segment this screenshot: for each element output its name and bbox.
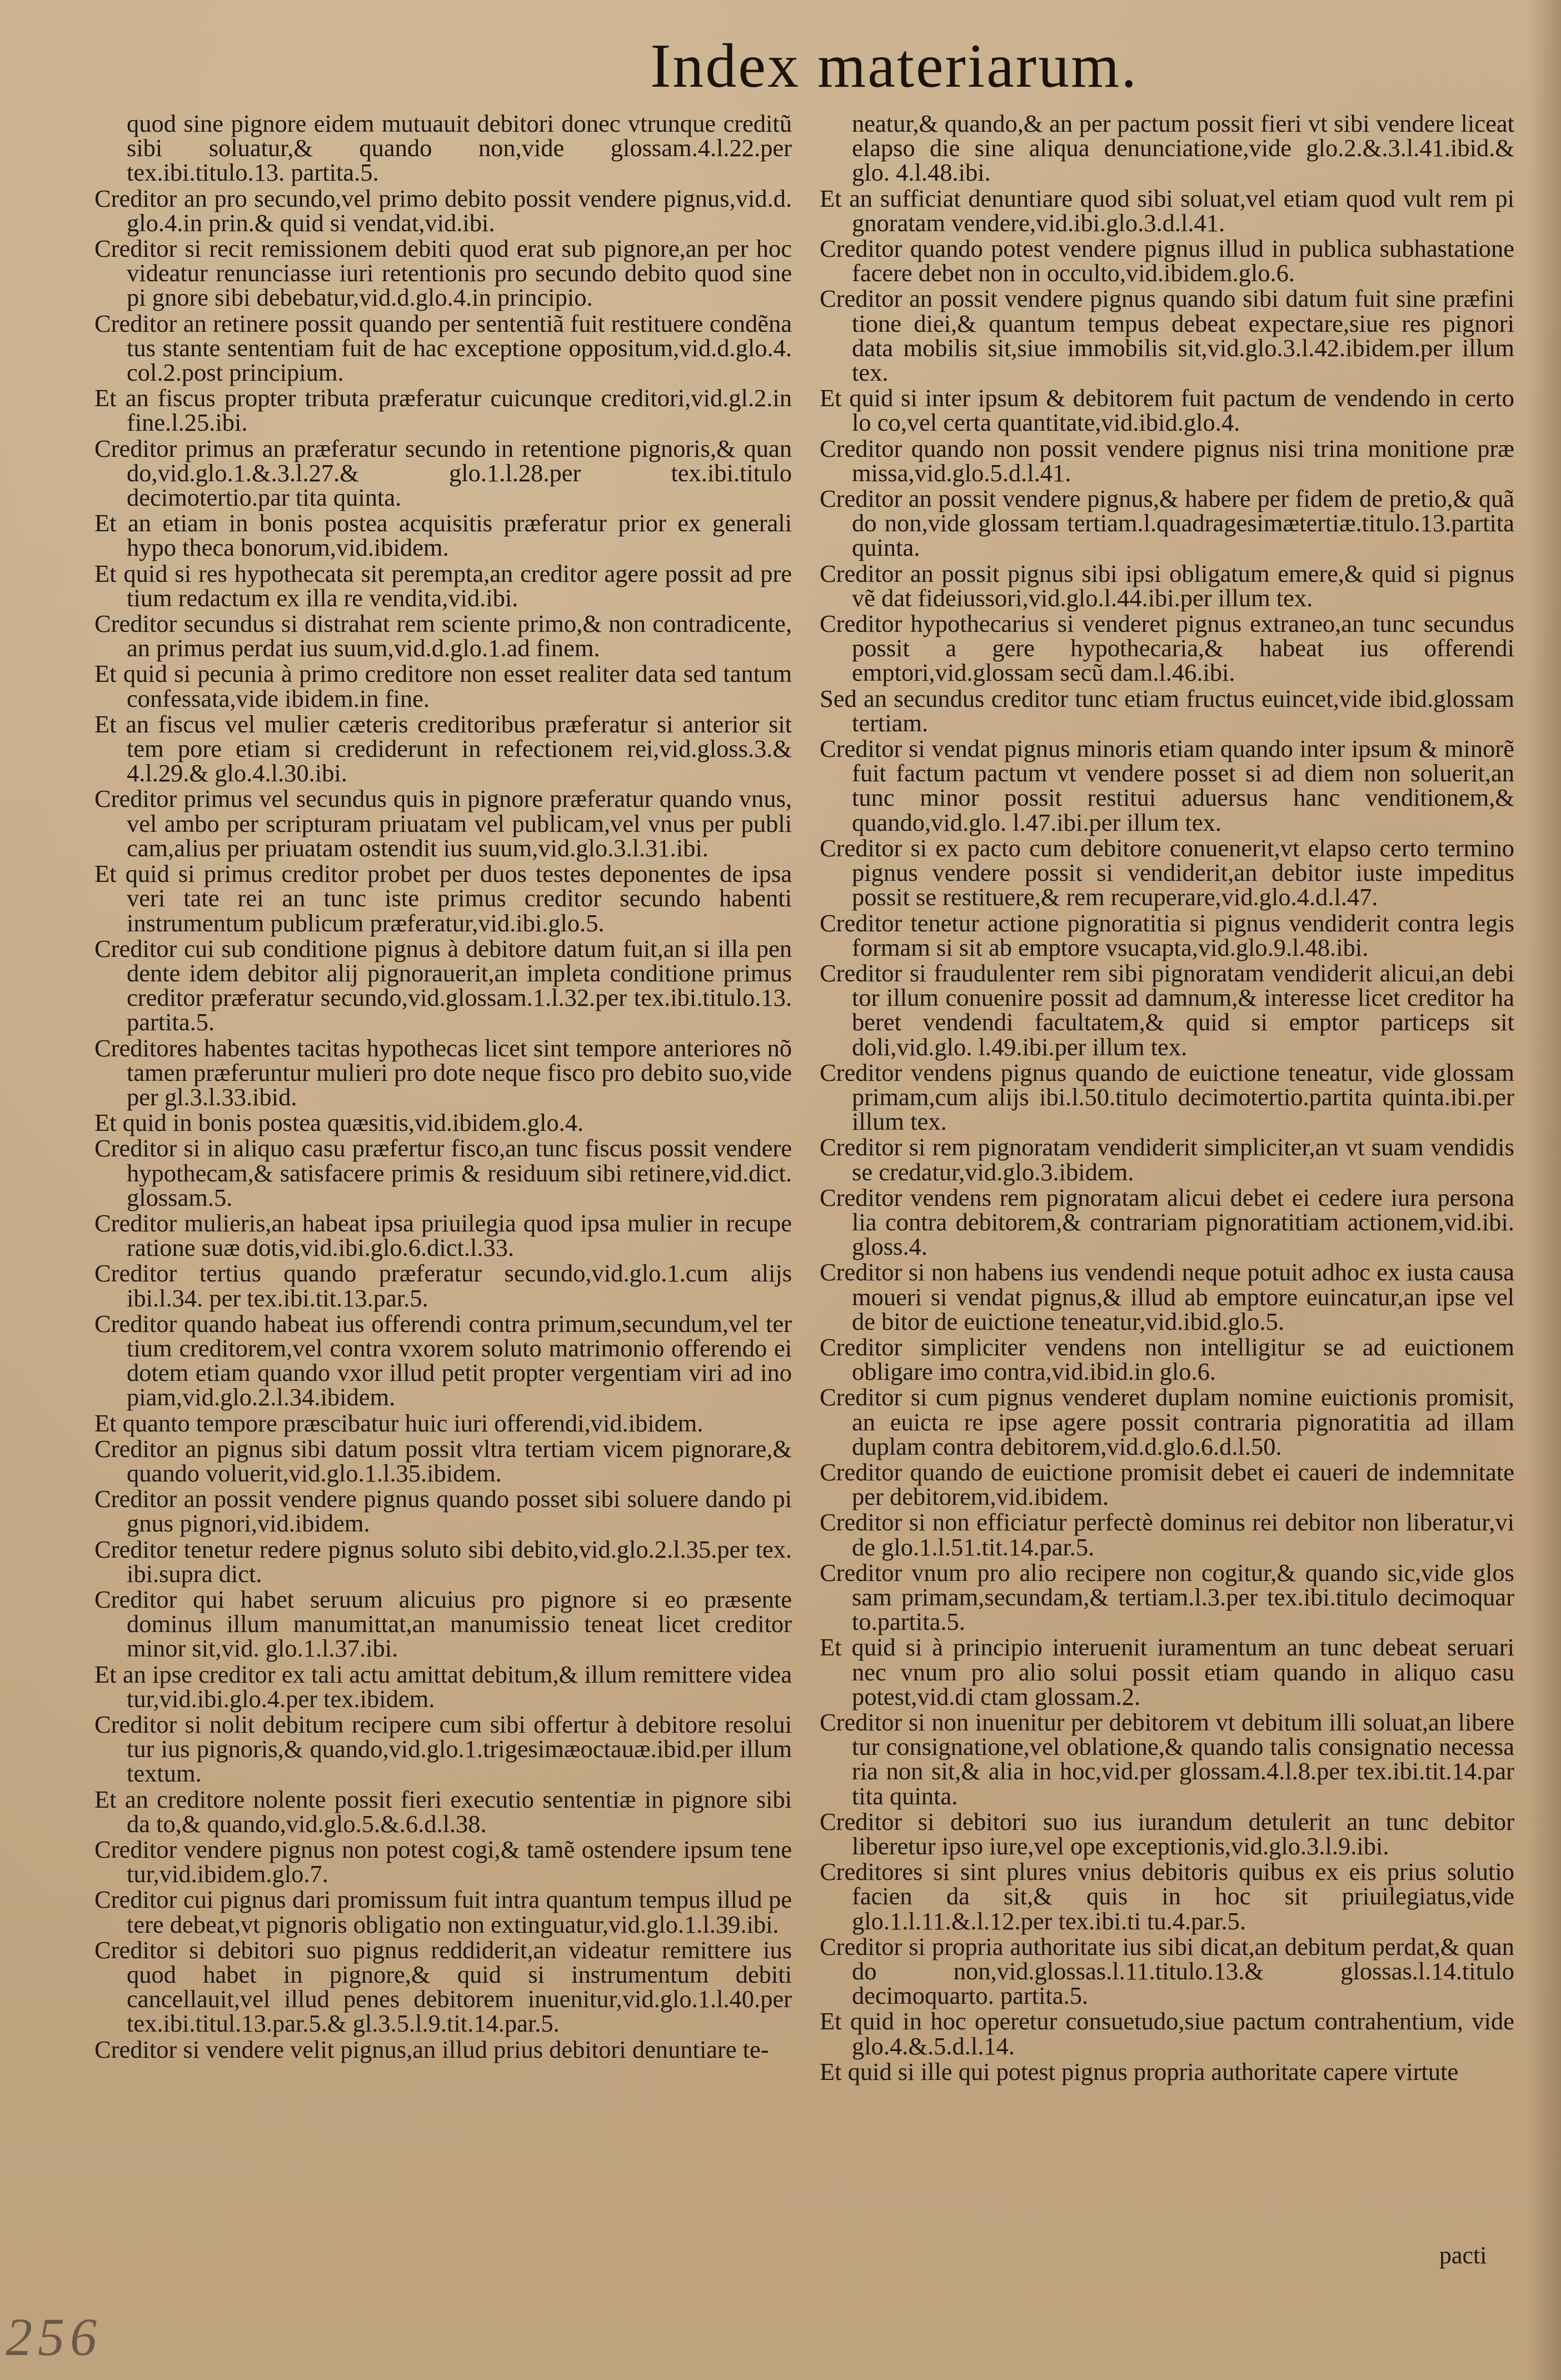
index-entry: Creditor an possit vendere pignus quando posset sibi soluere dando pi gnus pignori,vid.ibidem. bbox=[94, 1485, 792, 1538]
page-edge-shadow bbox=[1528, 0, 1561, 2380]
index-entry: Et an creditore nolente possit fieri executio sententiæ in pignore sibi da to,& quando,vid.glo.5.&.6.d.l.38. bbox=[94, 1785, 792, 1838]
index-entry: Creditor si ex pacto cum debitore conuenerit,vt elapso certo termino pignus vendere possit si vendiderit,an debitor iuste impeditus possit se restituere,& rem recuperare,vid.glo.4.d.l.47. bbox=[820, 834, 1514, 911]
index-entry: Creditor si non inuenitur per debitorem vt debitum illi soluat,an libere tur consignatione,vel oblatione,& quando talis consignatio necessa ria non sit,& alia in hoc,vid.per glossam.4.l.8.per tex.ibi.tit.14.par tita quinta. bbox=[820, 1708, 1514, 1810]
index-entry: Creditor quando potest vendere pignus illud in publica subhastatione facere debet non in occulto,vid.ibidem.glo.6. bbox=[820, 234, 1514, 287]
index-entry: Creditor si recit remissionem debiti quod erat sub pignore,an per hoc videatur renunciasse iuri retentionis pro secundo debito quod sine pi gnore sibi debebatur,vid.d.glo.4.in principio. bbox=[94, 234, 792, 312]
index-entry: Creditor tenetur actione pignoratitia si pignus vendiderit contra legis formam si sit ab emptore vsucapta,vid.glo.9.l.48.ibi. bbox=[820, 909, 1514, 961]
index-entry: Creditor tertius quando præferatur secundo,vid.glo.1.cum alijs ibi.l.34. per tex.ibi.tit.13.par.5. bbox=[94, 1259, 792, 1312]
index-entry: Et an fiscus propter tributa præferatur cuicunque creditori,vid.gl.2.in fine.l.25.ibi. bbox=[94, 384, 792, 437]
index-entry: Et quid in bonis postea quæsitis,vid.ibidem.glo.4. bbox=[94, 1109, 584, 1137]
index-entry: Creditor vnum pro alio recipere non cogitur,& quando sic,vide glos sam primam,secundam,& tertiam.l.3.per tex.ibi.titulo decimoquar to.partita.5. bbox=[820, 1558, 1514, 1636]
index-entry: Et quanto tempore præscibatur huic iuri offerendi,vid.ibidem. bbox=[94, 1409, 704, 1437]
index-entry: Creditor si vendere velit pignus,an illud prius debitori denuntiare te- bbox=[94, 2035, 769, 2063]
index-entry: Creditor primus vel secundus quis in pignore præferatur quando vnus, vel ambo per scripturam priuatam vel publicam,vel vnus per publi cam,alius per priuatam ostendit ius suum,vid.glo.3.l.31.ibi. bbox=[94, 785, 792, 862]
index-entry: Creditor si fraudulenter rem sibi pignoratam vendiderit alicui,an debi tor illum conuenire possit ad damnum,& interesse licet creditor ha beret vendendi facultatem,& quid si emptor particeps sit doli,vid.glo. l.49.ibi.per illum tex. bbox=[820, 959, 1514, 1061]
index-entry: Creditor secundus si distrahat rem sciente primo,& non contradicente, an primus perdat ius suum,vid.d.glo.1.ad finem. bbox=[94, 610, 792, 662]
index-entry: quod sine pignore eidem mutuauit debitori donec vtrunque creditũ sibi soluatur,& quando non,vide glossam.4.l.22.per tex.ibi.titulo.13. partita.5. bbox=[127, 109, 792, 187]
index-entry: Creditor si vendat pignus minoris etiam quando inter ipsum & minorẽ fuit factum pactum vt vendere posset si ad diem non soluerit,an tunc minor possit restitui aduersus hanc venditionem,& quando,vid.glo. l.47.ibi.per illum tex. bbox=[820, 735, 1514, 836]
index-entry: Creditor an possit pignus sibi ipsi obligatum emere,& quid si pignus vẽ dat fideiussori,vid.glo.l.44.ibi.per illum tex. bbox=[820, 559, 1514, 612]
index-entry: Creditor an pro secundo,vel primo debito possit vendere pignus,vid.d. glo.4.in prin.& quid si vendat,vid.ibi. bbox=[94, 184, 792, 237]
index-entry: Et quid si ille qui potest pignus propria authoritate capere virtute bbox=[820, 2057, 1459, 2085]
page-title: Index materiarum. bbox=[650, 32, 1139, 101]
index-entry: Creditor cui sub conditione pignus à debitore datum fuit,an si illa pen dente idem debitor alij pignorauerit,an impleta conditione primus creditor præferatur secundo,vid.glossam.1.l.32.per tex.ibi.titulo.13. partita.5. bbox=[94, 934, 792, 1036]
index-entry: Creditor si non habens ius vendendi neque potuit adhoc ex iusta causa moueri si vendat pignus,& illud ab emptore euincatur,an ipse vel de bitor de euictione teneatur,vid.ibid.glo.5. bbox=[820, 1258, 1514, 1335]
index-entry: Creditor si debitori suo ius iurandum detulerit an tunc debitor liberetur ipso iure,vel ope exceptionis,vid.glo.3.l.9.ibi. bbox=[820, 1807, 1514, 1860]
index-entry: Creditor an pignus sibi datum possit vltra tertiam vicem pignorare,& quando voluerit,vid.glo.1.l.35.ibidem. bbox=[94, 1434, 792, 1487]
index-entry: Creditor vendere pignus non potest cogi,& tamẽ ostendere ipsum tene tur,vid.ibidem.glo.7. bbox=[94, 1835, 792, 1888]
index-entry: Sed an secundus creditor tunc etiam fructus euincet,vide ibid.glossam tertiam. bbox=[820, 684, 1514, 737]
index-entry: Creditor simpliciter vendens non intelligitur se ad euictionem obligare imo contra,vid.ibid.in glo.6. bbox=[820, 1333, 1514, 1386]
index-entry: neatur,& quando,& an per pactum possit fieri vt sibi vendere liceat elapso die sine aliqua denunciatione,vide glo.2.&.3.l.41.ibid.& glo. 4.l.48.ibi. bbox=[852, 109, 1514, 187]
index-entry: Et an fiscus vel mulier cæteris creditoribus præferatur si anterior sit tem pore etiam si crediderunt in refectionem rei,vid.gloss.3.& 4.l.29.& glo.4.l.30.ibi. bbox=[94, 710, 792, 787]
index-entry: Creditor quando non possit vendere pignus nisi trina monitione præ missa,vid.glo.5.d.l.41. bbox=[820, 434, 1514, 487]
index-entry: Creditor si rem pignoratam vendiderit simpliciter,an vt suam vendidis se credatur,vid.glo.3.ibidem. bbox=[820, 1133, 1514, 1186]
index-entry: Creditor quando de euictione promisit debet ei caueri de indemnitate per debitorem,vid.ibidem. bbox=[820, 1458, 1514, 1511]
index-entry: Creditor mulieris,an habeat ipsa priuilegia quod ipsa mulier in recupe ratione suæ dotis,vid.ibi.glo.6.dict.l.33. bbox=[94, 1209, 792, 1262]
index-entry: Et quid si primus creditor probet per duos testes deponentes de ipsa veri tate rei an tunc iste primus creditor secundo habenti instrumentum publicum præferatur,vid.ibi.glo.5. bbox=[94, 860, 792, 937]
index-entry: Creditor quando habeat ius offerendi contra primum,secundum,vel ter tium creditorem,vel contra vxorem soluto matrimonio offerendo ei dotem etiam quando vxor illud petit propter vergentiam viri ad ino piam,vid.glo.2.l.34.ibidem. bbox=[94, 1309, 792, 1411]
index-entry: Creditor qui habet seruum alicuius pro pignore si eo præsente dominus illum manumittat,an manumissio teneat licet creditor minor sit,vid. glo.1.l.37.ibi. bbox=[94, 1585, 792, 1663]
folio-number: 256 bbox=[6, 2307, 102, 2367]
left-column bbox=[94, 111, 792, 2063]
index-entry: Creditor vendens rem pignoratam alicui debet ei cedere iura persona lia contra debitorem,& contrariam pignoratitiam actionem,vid.ibi. gloss.4. bbox=[820, 1183, 1514, 1261]
index-entry: Creditor an retinere possit quando per sententiã fuit restituere condẽna tus stante sententiam fuit de hac exceptione oppositum,vid.d.glo.4. col.2.post principium. bbox=[94, 309, 792, 387]
index-entry: Et quid si pecunia à primo creditore non esset realiter data sed tantum confessata,vide ibidem.in fine. bbox=[94, 660, 792, 712]
index-entry: Creditor hypothecarius si venderet pignus extraneo,an tunc secundus possit a gere hypothecaria,& habeat ius offerendi emptori,vid.glossam secũ dam.l.46.ibi. bbox=[820, 610, 1514, 687]
index-entry: Creditor si debitori suo pignus reddiderit,an videatur remittere ius quod habet in pignore,& quid si instrumentum debiti cancellauit,vel illud penes debitorem inuenitur,vid.glo.1.l.40.per tex.ibi.titul.13.par.5.& gl.3.5.l.9.tit.14.par.5. bbox=[94, 1935, 792, 2038]
index-entry: Et quid si res hypothecata sit perempta,an creditor agere possit ad pre tium redactum ex illa re vendita,vid.ibi. bbox=[94, 559, 792, 612]
index-entry: Creditor si nolit debitum recipere cum sibi offertur à debitore resolui tur ius pignoris,& quando,vid.glo.1.trigesimæoctauæ.ibid.per illum textum. bbox=[94, 1710, 792, 1788]
index-entry: Creditores habentes tacitas hypothecas licet sint tempore anteriores nõ tamen præferuntur mulieri pro dote neque fisco pro debito suo,vide per gl.3.l.33.ibid. bbox=[94, 1034, 792, 1111]
index-entry: Creditor tenetur redere pignus soluto sibi debito,vid.glo.2.l.35.per tex. ibi.supra dict. bbox=[94, 1535, 792, 1588]
index-entry: Creditores si sint plures vnius debitoris quibus ex eis prius solutio facien da sit,& quis in hoc sit priuilegiatus,vide glo.1.l.11.&.l.12.per tex.ibi.ti tu.4.par.5. bbox=[820, 1858, 1514, 1935]
index-entry: Creditor si non efficiatur perfectè dominus rei debitor non liberatur,vi de glo.1.l.51.tit.14.par.5. bbox=[820, 1508, 1514, 1561]
index-entry: Et an ipse creditor ex tali actu amittat debitum,& illum remittere videa tur,vid.ibi.glo.4.per tex.ibidem. bbox=[94, 1660, 792, 1713]
index-entry: Et quid si inter ipsum & debitorem fuit pactum de vendendo in certo lo co,vel certa quantitate,vid.ibid.glo.4. bbox=[820, 384, 1514, 437]
catchword: pacti bbox=[1439, 2242, 1487, 2269]
index-entry: Creditor cui pignus dari promissum fuit intra quantum tempus illud pe tere debeat,vt pignoris obligatio non extinguatur,vid.glo.1.l.39.ibi. bbox=[94, 1885, 792, 1938]
index-entry: Et an etiam in bonis postea acquisitis præferatur prior ex generali hypo theca bonorum,vid.ibidem. bbox=[94, 509, 792, 562]
index-entry: Creditor si in aliquo casu præfertur fisco,an tunc fiscus possit vendere hypothecam,& satisfacere primis & residuum sibi retinere,vid.dict. glossam.5. bbox=[94, 1134, 792, 1211]
index-entry: Et an sufficiat denuntiare quod sibi soluat,vel etiam quod vult rem pi gnoratam vendere,vid.ibi.glo.3.d.l.41. bbox=[820, 184, 1514, 237]
index-entry: Creditor si cum pignus venderet duplam nomine euictionis promisit, an euicta re ipse agere possit contraria pignoratitia ad illam duplam contra debitorem,vid.d.glo.6.d.l.50. bbox=[820, 1383, 1514, 1460]
index-entry: Creditor primus an præferatur secundo in retentione pignoris,& quan do,vid.glo.1.&.3.l.27.& glo.1.l.28.per tex.ibi.titulo decimotertio.par tita quinta. bbox=[94, 434, 792, 512]
index-entry: Creditor vendens pignus quando de euictione teneatur, vide glossam primam,cum alijs ibi.l.50.titulo decimotertio.partita quinta.ibi.per illum tex. bbox=[820, 1058, 1514, 1136]
index-entry: Et quid si à principio interuenit iuramentum an tunc debeat seruari nec vnum pro alio solui possit etiam quando in aliquo casu potest,vid.di ctam glossam.2. bbox=[820, 1633, 1514, 1710]
right-column bbox=[820, 111, 1514, 2085]
index-entry: Creditor si propria authoritate ius sibi dicat,an debitum perdat,& quan do non,vid.glossas.l.11.titulo.13.& glossas.l.14.titulo decimoquarto. partita.5. bbox=[820, 1932, 1514, 2010]
index-entry: Creditor an possit vendere pignus,& habere per fidem de pretio,& quã do non,vide glossam tertiam.l.quadragesimætertiæ.titulo.13.partita quinta. bbox=[820, 485, 1514, 562]
index-entry: Et quid in hoc operetur consuetudo,siue pactum contrahentium, vide glo.4.&.5.d.l.14. bbox=[820, 2007, 1514, 2060]
index-entry: Creditor an possit vendere pignus quando sibi datum fuit sine præfini tione diei,& quantum tempus debeat expectare,siue res pignori data mobilis sit,siue immobilis sit,vid.glo.3.l.42.ibidem.per illum tex. bbox=[820, 285, 1514, 387]
